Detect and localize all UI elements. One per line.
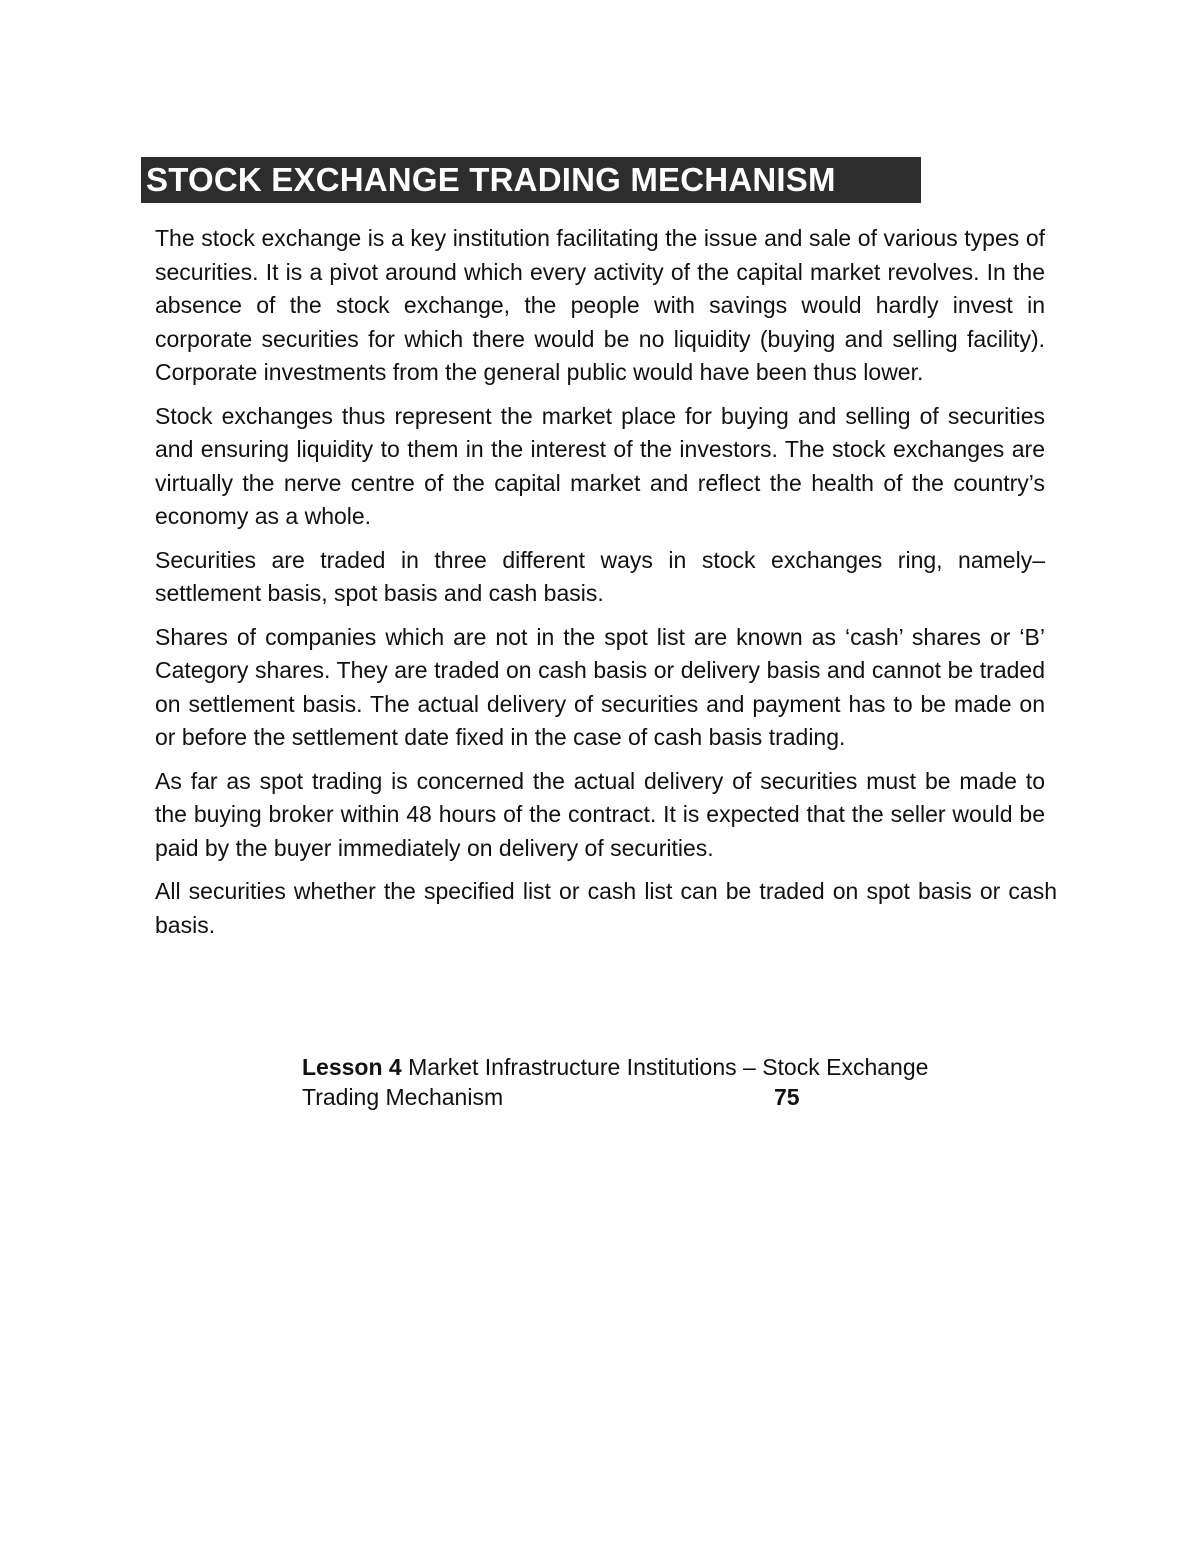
footer-line-2 <box>302 1082 1022 1112</box>
paragraph-5: As far as spot trading is concerned the actual delivery of securities must be made to the buying broker within 48 hours of the contract. It is expected that the seller would be paid by the buyer immediately on delivery of securities. <box>155 767 1045 861</box>
paragraph-4: Shares of companies which are not in the spot list are known as ‘cash’ shares or ‘B’ Category shares. They are traded on cash basis or delivery basis and cannot be traded on settlement basis. The actual delivery of securities and payment has to be made on or before the settlement date fixed in the case of cash basis trading. <box>155 623 1045 750</box>
paragraph-1: The stock exchange is a key institution facilitating the issue and sale of various types of securities. It is a pivot around which every activity of the capital market revolves. In the absence of the stock exchange, the people with savings would hardly invest in corporate securities for which there would be no liquidity (buying and selling facility). Corporate investments from the general public would have been thus lower. <box>155 225 1045 385</box>
paragraph-6: All securities whether the specified list or cash list can be traded on spot basis or cash basis. <box>155 878 1057 938</box>
page-number: 75 <box>774 1084 800 1110</box>
lesson-title-line-1: Market Infrastructure Institutions – Stock Exchange <box>408 1054 929 1080</box>
footer-line-1 <box>302 1052 1022 1082</box>
page-footer <box>302 1052 1022 1112</box>
paragraph-3: Securities are traded in three different ways in stock exchanges ring, namely– settlement basis, spot basis and cash basis. <box>155 546 1045 606</box>
section-title-bar <box>141 157 921 203</box>
paragraph-2: Stock exchanges thus represent the market place for buying and selling of securities and ensuring liquidity to them in the interest of the investors. The stock exchanges are virtually the nerve centre of the capital market and reflect the health of the country’s economy as a whole. <box>155 402 1045 529</box>
section-title: STOCK EXCHANGE TRADING MECHANISM <box>146 161 836 198</box>
lesson-title-line-2: Trading Mechanism <box>302 1084 504 1110</box>
body-text <box>155 222 1057 952</box>
lesson-label: Lesson 4 <box>302 1054 402 1080</box>
